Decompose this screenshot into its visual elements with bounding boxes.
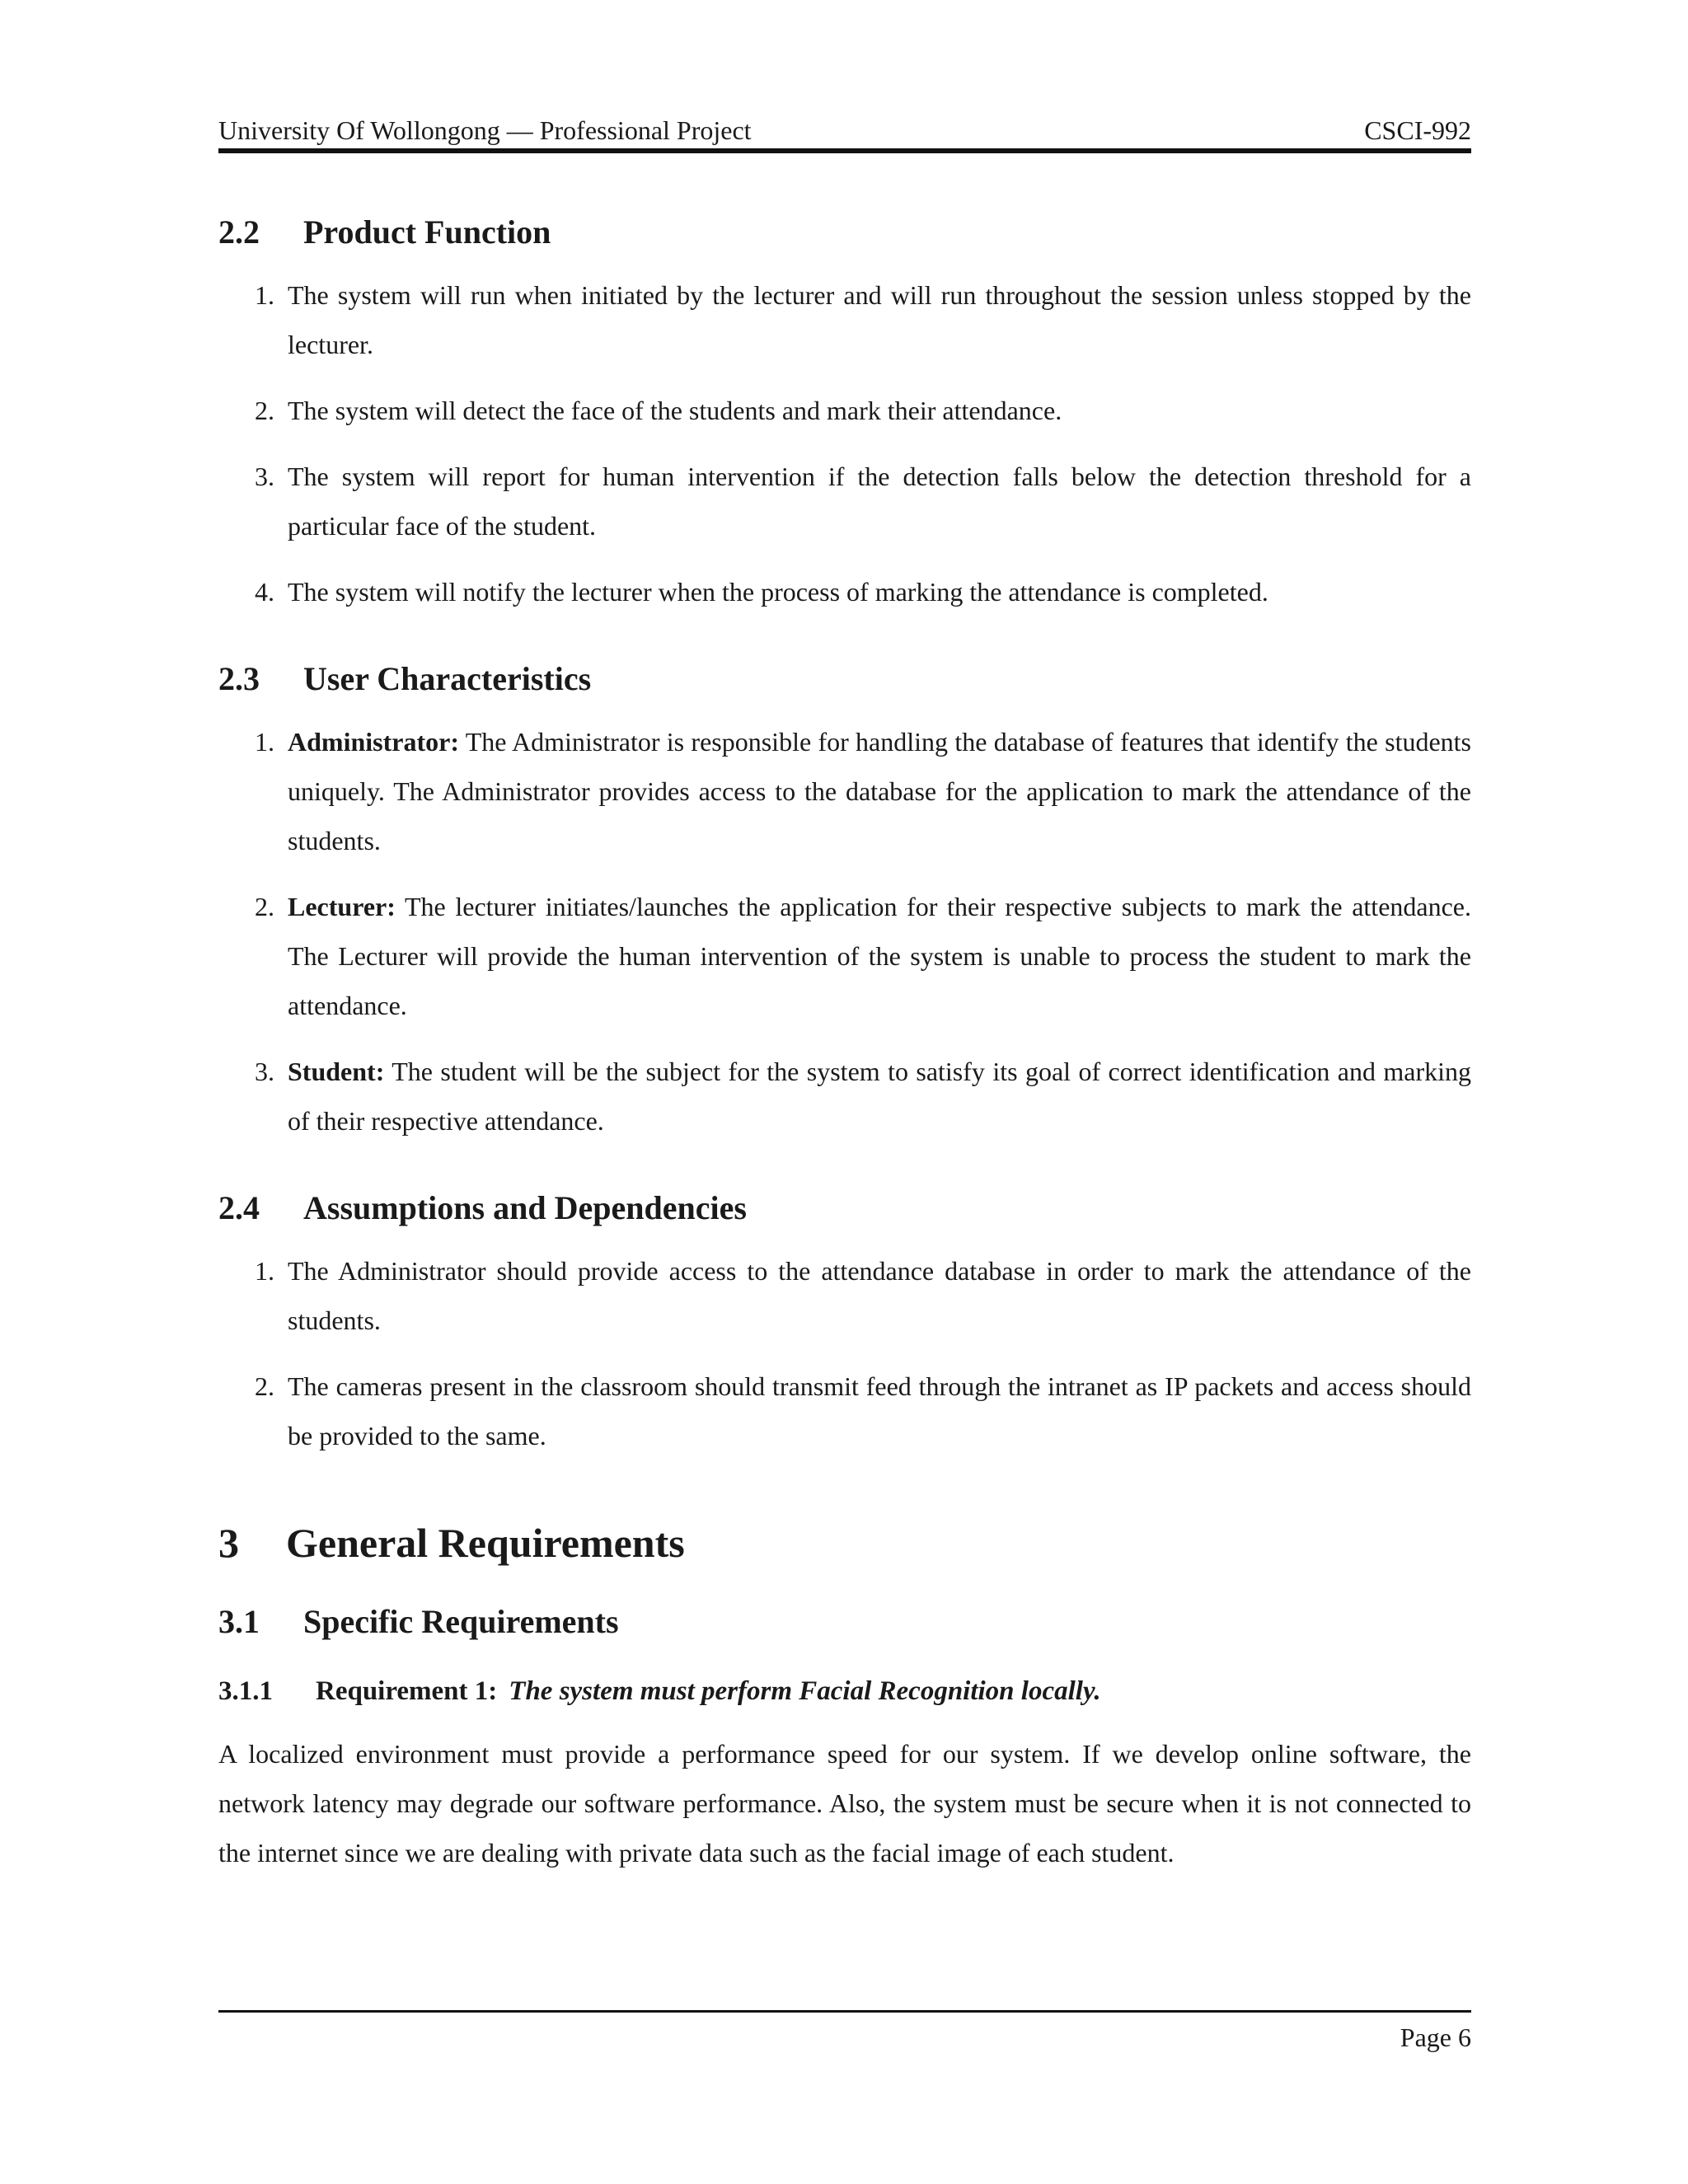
list-item xyxy=(218,386,1471,435)
list-item-text: The system will run when initiated by the lecturer and will run throughout the session unless stopped by the lecturer. xyxy=(288,280,1471,359)
chapter-title: General Requirements xyxy=(286,1520,685,1566)
header-rule xyxy=(218,148,1471,153)
list-marker: 1. xyxy=(255,1256,274,1286)
section-number: 2.3 xyxy=(218,660,260,697)
list-item xyxy=(218,567,1471,616)
list-marker: 1. xyxy=(255,727,274,757)
list-item-text: The Administrator is responsible for handling the database of features that identify the students uniquely. The Administrator provides access to the database for the application to mark the attendance of the students. xyxy=(288,727,1472,855)
requirement-title: The system must perform Facial Recognition locally. xyxy=(509,1676,1101,1706)
page-footer xyxy=(218,2021,1471,2054)
footer-rule xyxy=(218,2010,1471,2013)
page-content xyxy=(218,211,1471,1877)
user-characteristics-list xyxy=(218,717,1471,1146)
list-item-text: The system will detect the face of the students and mark their attendance. xyxy=(288,396,1062,425)
list-item-text: The Administrator should provide access to the attendance database in order to mark the attendance of the students. xyxy=(288,1256,1471,1335)
list-item-text: The system will report for human intervention if the detection falls below the detection threshold for a particular face of the student. xyxy=(288,462,1471,541)
list-marker: 2. xyxy=(255,1371,274,1401)
section-title: User Characteristics xyxy=(303,660,592,697)
list-item xyxy=(218,1246,1471,1345)
section-heading-assumptions xyxy=(218,1187,1471,1230)
list-item xyxy=(218,882,1471,1030)
list-marker: 2. xyxy=(255,396,274,425)
list-item xyxy=(218,270,1471,369)
section-title: Specific Requirements xyxy=(303,1603,619,1640)
header-course-code: CSCI-992 xyxy=(1364,115,1471,145)
section-title: Product Function xyxy=(303,213,551,251)
section-heading-specific-requirements xyxy=(218,1601,1471,1643)
list-item-text: The system will notify the lecturer when the process of marking the attendance is completed. xyxy=(288,577,1268,607)
requirement-1-paragraph: A localized environment must provide a performance speed for our system. If we develop online software, the network latency may degrade our software performance. Also, the system must be secure when it is not connected to the internet since we are dealing with private data such as the facial image of each student. xyxy=(218,1739,1471,1868)
chapter-heading-general-requirements xyxy=(218,1516,1471,1569)
term-student: Student: xyxy=(288,1057,385,1086)
section-number: 2.2 xyxy=(218,213,260,251)
section-number: 3.1 xyxy=(218,1603,260,1640)
list-item xyxy=(218,1361,1471,1460)
section-number: 2.4 xyxy=(218,1189,260,1226)
list-item-text: The cameras present in the classroom should transmit feed through the intranet as IP packets and access should be provided to the same. xyxy=(288,1371,1471,1451)
list-marker: 3. xyxy=(255,462,274,491)
term-administrator: Administrator: xyxy=(288,727,459,757)
list-marker: 3. xyxy=(255,1057,274,1086)
page-number: Page 6 xyxy=(1400,2022,1471,2052)
chapter-number: 3 xyxy=(218,1520,239,1566)
list-item xyxy=(218,717,1471,865)
list-item-text: The lecturer initiates/launches the application for their respective subjects to mark the attendance. The Lecturer will provide the human intervention of the system is unable to process the student to mark the attendance. xyxy=(288,892,1471,1020)
page-header xyxy=(218,114,1471,147)
term-lecturer: Lecturer: xyxy=(288,892,396,921)
section-heading-user-characteristics xyxy=(218,658,1471,701)
list-item xyxy=(218,452,1471,551)
requirement-label: Requirement 1: xyxy=(316,1676,498,1706)
subsection-number: 3.1.1 xyxy=(218,1676,273,1706)
list-marker: 2. xyxy=(255,892,274,921)
section-heading-product-function xyxy=(218,211,1471,254)
list-item-text: The student will be the subject for the system to satisfy its goal of correct identification and marking of their respective attendance. xyxy=(288,1057,1472,1136)
assumptions-list xyxy=(218,1246,1471,1460)
header-left-title: University Of Wollongong — Professional Project xyxy=(218,115,752,145)
section-title: Assumptions and Dependencies xyxy=(303,1189,747,1226)
list-marker: 1. xyxy=(255,280,274,310)
list-item xyxy=(218,1047,1471,1146)
subsection-heading-requirement-1 xyxy=(218,1673,1471,1709)
product-function-list xyxy=(218,270,1471,616)
list-marker: 4. xyxy=(255,577,274,607)
